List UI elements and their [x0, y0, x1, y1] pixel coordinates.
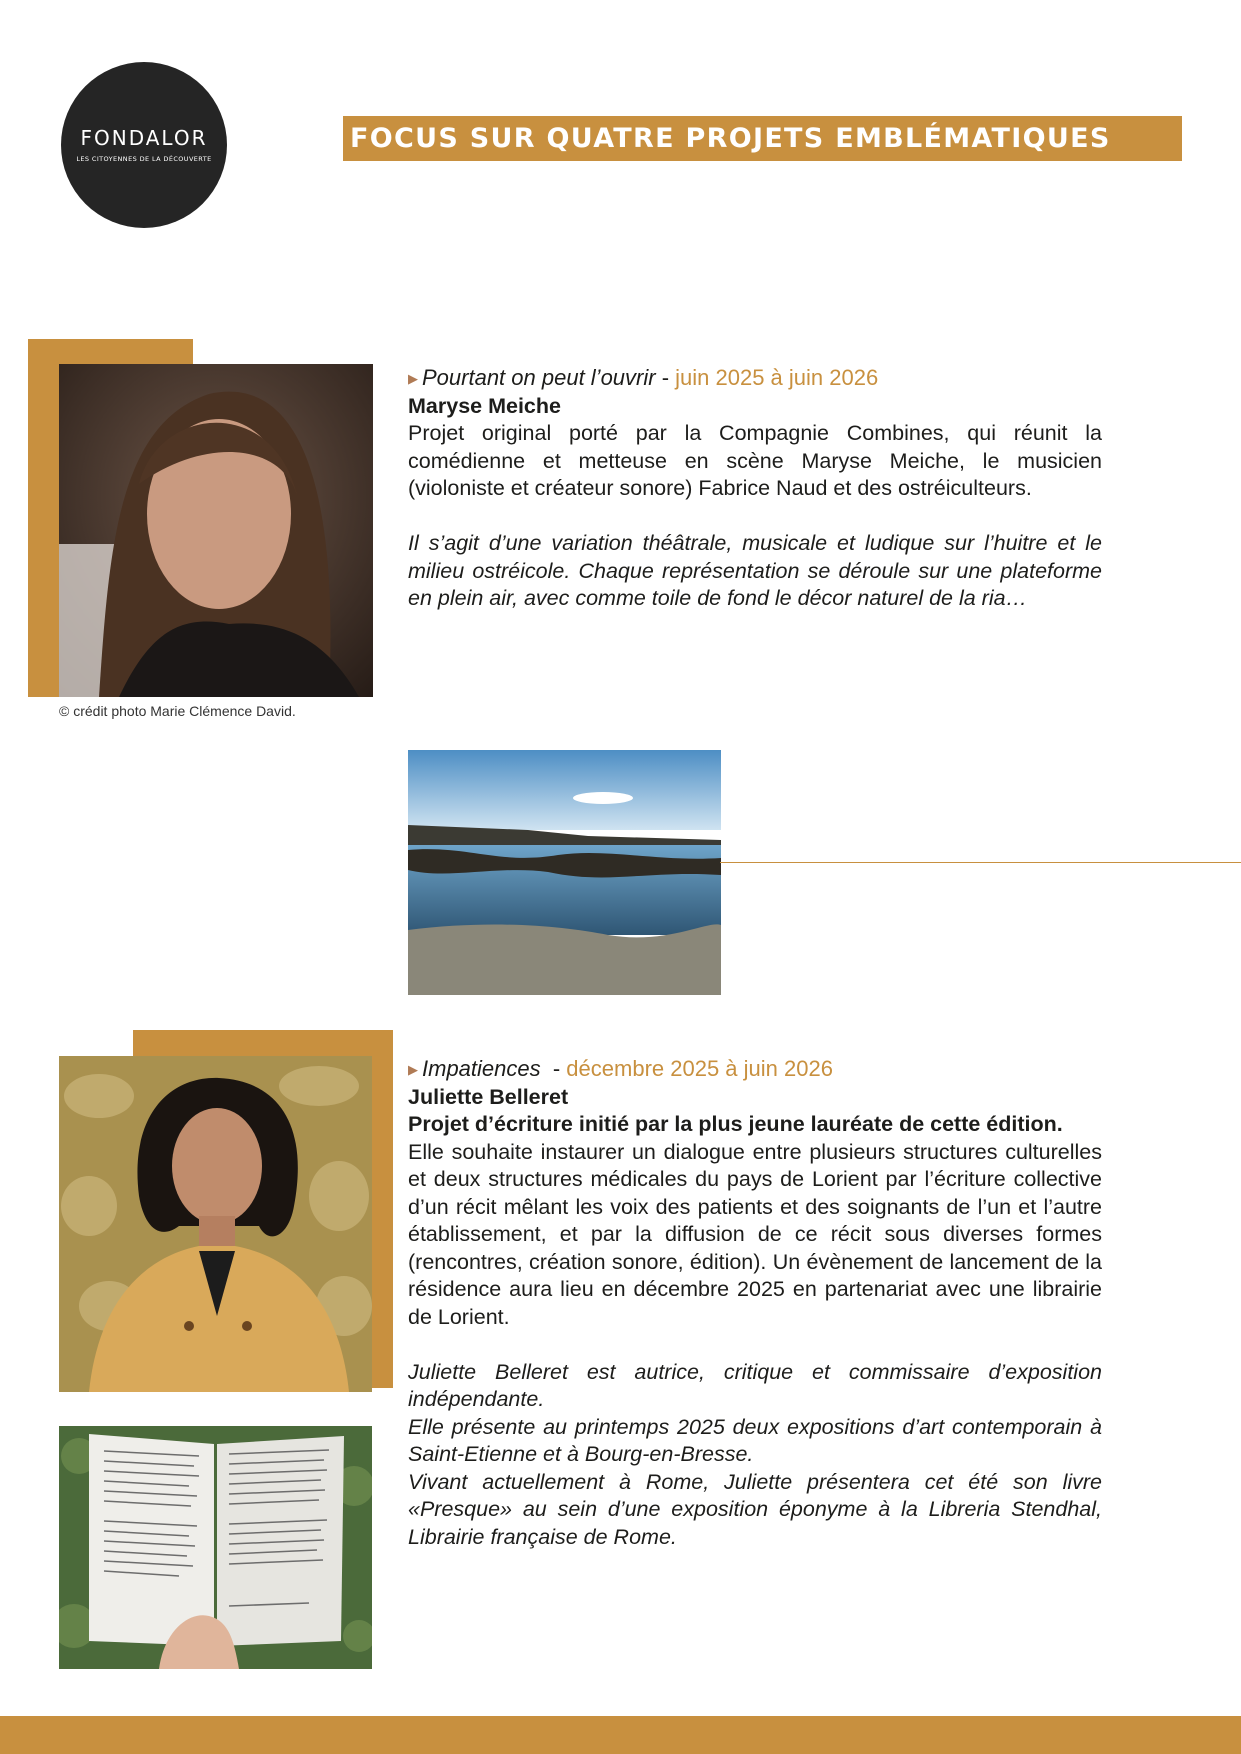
landscape-photo-ria: [408, 750, 721, 995]
project2-separator: -: [540, 1056, 567, 1081]
project2-dates: décembre 2025 à juin 2026: [566, 1056, 833, 1081]
project2-bio-3: Vivant actuellement à Rome, Juliette présentera cet été son livre «Presque» au sein d’une exposition éponyme à la Libreria Stendhal, Librairie française de Rome.: [408, 1469, 1102, 1549]
section-divider: [720, 862, 1241, 863]
bullet-triangle-icon: ▶: [408, 371, 418, 386]
project1-text: [408, 364, 1102, 613]
project1-detail: Il s’agit d’une variation théâtrale, musicale et ludique sur l’huitre et le milieu ostréicole. Chaque représentation se déroule sur une plateforme en plein air, avec comme toile de fond le décor naturel de la ria…: [408, 531, 1102, 610]
project2-title: Impatiences: [422, 1056, 541, 1081]
project1-description: Projet original porté par la Compagnie Combines, qui réunit la comédienne et metteuse en scène Maryse Meiche, le musicien (violoniste et créateur sonore) Fabrice Naud et des ostréiculteurs.: [408, 421, 1102, 500]
project1-artist: Maryse Meiche: [408, 393, 561, 418]
project2-description: Elle souhaite instaurer un dialogue entre plusieurs structures culturelles et deux structures médicales du pays de Lorient par l’écriture collective d’un récit mêlant les voix des patients et des soignants de l’un et l’autre établissement, et par la diffusion de ce récit sous diverses formes (rencontres, création sonore, édition). Un évènement de lancement de la résidence aura lieu en décembre 2025 en partenariat avec une librairie de Lorient.: [408, 1139, 1102, 1329]
logo-tagline: LES CITOYENNES DE LA DÉCOUVERTE: [76, 155, 212, 163]
fondalor-logo: [61, 62, 227, 228]
footer-band: [0, 1716, 1241, 1754]
page-title-banner: FOCUS SUR QUATRE PROJETS EMBLÉMATIQUES: [343, 116, 1182, 161]
project2-bio-2: Elle présente au printemps 2025 deux expositions d’art contemporain à Saint-Etienne et à Bourg-en-Bresse.: [408, 1414, 1102, 1466]
project1-title: Pourtant on peut l’ouvrir: [422, 365, 656, 390]
project2-heading: [408, 1055, 1102, 1084]
bullet-triangle-icon: ▶: [408, 1062, 418, 1077]
project2-bio-1: Juliette Belleret est autrice, critique et commissaire d’exposition indépendante.: [408, 1359, 1102, 1411]
project2-lead: Projet d’écriture initié par la plus jeune lauréate de cette édition.: [408, 1112, 1063, 1136]
book-photo-presque: [59, 1426, 372, 1669]
logo-name: FONDALOR: [80, 126, 208, 150]
project2-artist: Juliette Belleret: [408, 1084, 569, 1109]
portrait-photo-juliette-belleret: [59, 1056, 372, 1392]
project1-heading: [408, 364, 1102, 393]
photo-credit: © crédit photo Marie Clémence David.: [59, 703, 296, 719]
portrait-photo-maryse-meiche: [59, 364, 373, 697]
project2-text: [408, 1055, 1102, 1551]
project1-separator: -: [655, 365, 676, 390]
project1-dates: juin 2025 à juin 2026: [675, 365, 879, 390]
